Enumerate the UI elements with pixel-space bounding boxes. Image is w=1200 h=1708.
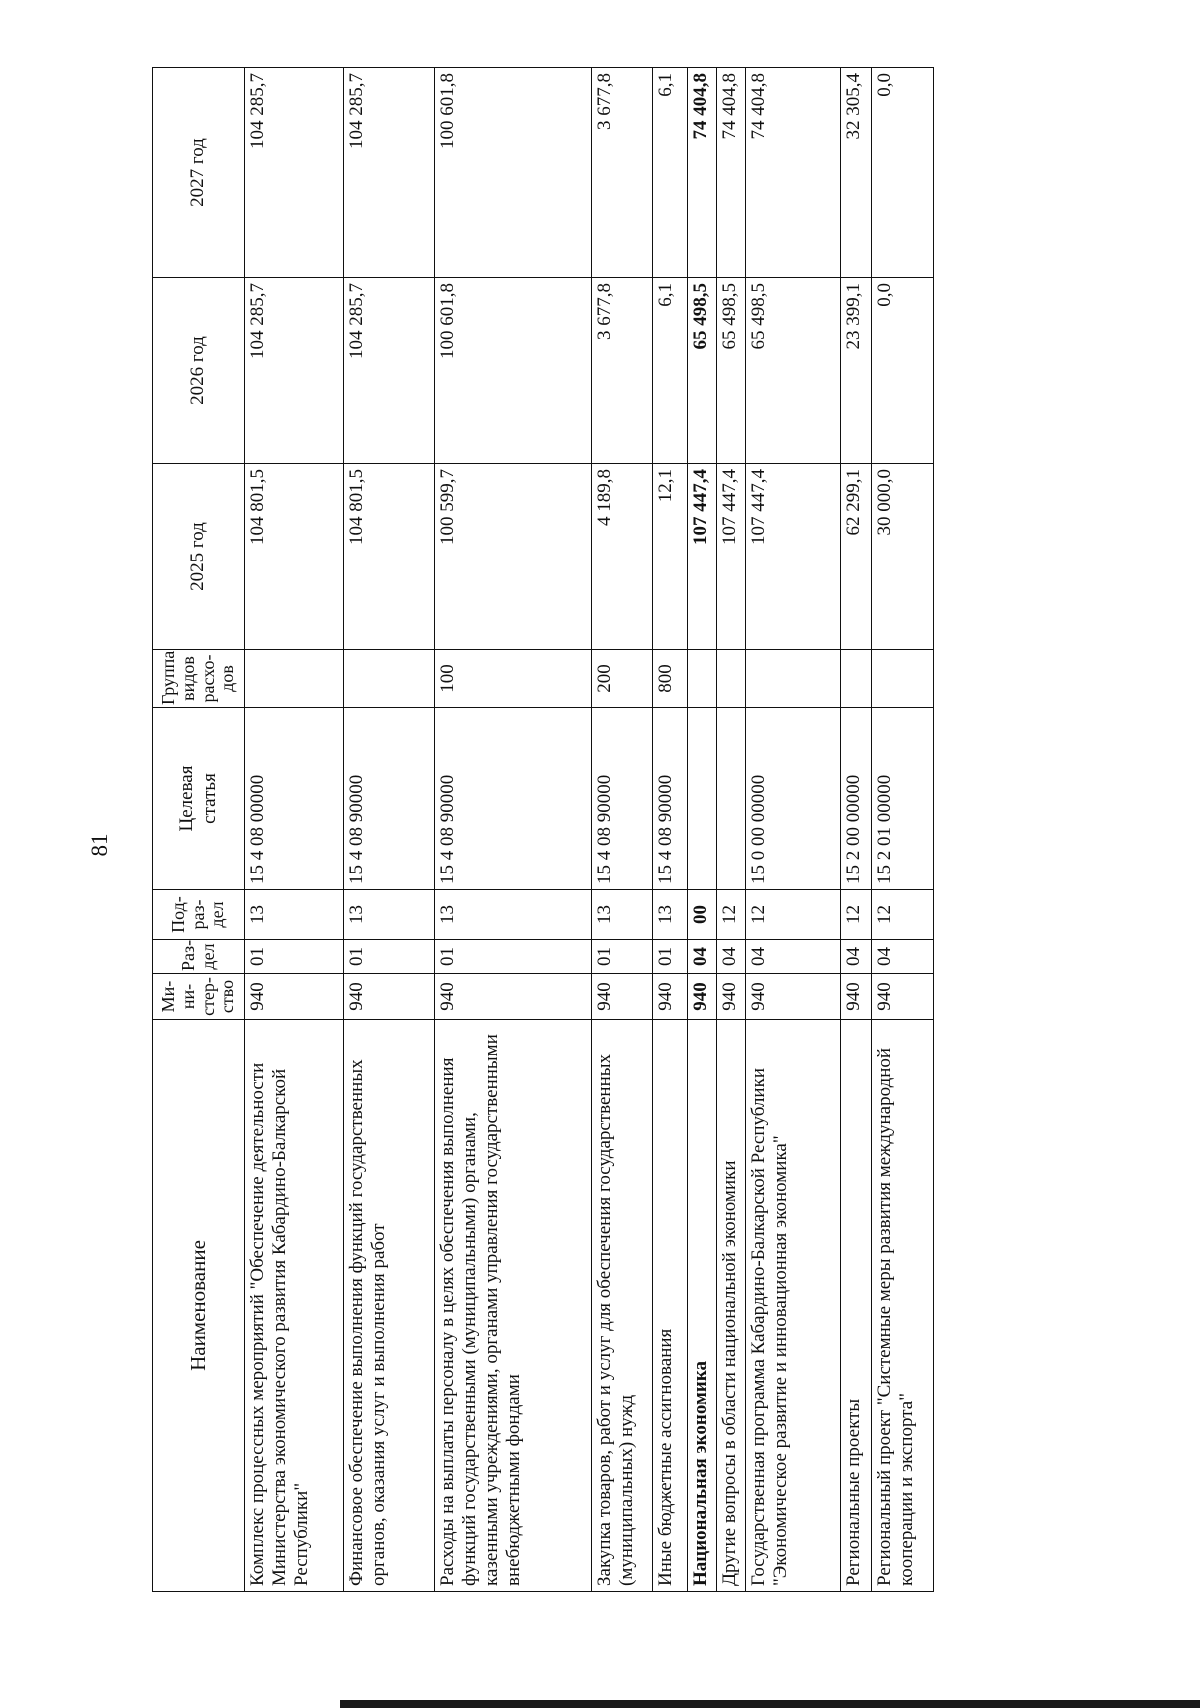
row-section: 01 (344, 940, 435, 974)
row-y2025: 100 599,7 (434, 464, 591, 650)
row-group (344, 650, 435, 708)
row-group (872, 650, 934, 708)
row-y2027: 32 305,4 (841, 68, 872, 278)
row-y2026: 65 498,5 (717, 278, 746, 464)
header-expense-group: Группа видов расхо- дов (153, 650, 245, 708)
row-subsection: 13 (434, 890, 591, 940)
row-subsection: 12 (746, 890, 841, 940)
row-target: 15 2 01 00000 (872, 708, 934, 890)
row-subsection: 13 (653, 890, 688, 940)
row-ministry: 940 (688, 974, 717, 1020)
row-group (746, 650, 841, 708)
row-subsection: 13 (245, 890, 344, 940)
row-name: Региональный проект "Системные меры развития международной кооперации и экспорта" (872, 1020, 934, 1592)
table-row (245, 68, 344, 1592)
row-section: 01 (653, 940, 688, 974)
row-section: 01 (591, 940, 653, 974)
row-y2025: 107 447,4 (688, 464, 717, 650)
row-target: 15 4 08 90000 (653, 708, 688, 890)
row-name: Национальная экономика (688, 1020, 717, 1592)
row-y2027: 74 404,8 (717, 68, 746, 278)
row-target: 15 0 00 00000 (746, 708, 841, 890)
row-y2025: 62 299,1 (841, 464, 872, 650)
row-y2026: 104 285,7 (245, 278, 344, 464)
row-group (245, 650, 344, 708)
row-name: Другие вопросы в области национальной экономики (717, 1020, 746, 1592)
row-y2026: 65 498,5 (688, 278, 717, 464)
row-target: 15 4 08 90000 (591, 708, 653, 890)
row-ministry: 940 (653, 974, 688, 1020)
row-y2027: 74 404,8 (688, 68, 717, 278)
row-subsection: 13 (344, 890, 435, 940)
table-row (434, 68, 591, 1592)
row-ministry: 940 (841, 974, 872, 1020)
row-subsection: 12 (872, 890, 934, 940)
row-subsection: 12 (717, 890, 746, 940)
row-name: Иные бюджетные ассигнования (653, 1020, 688, 1592)
row-y2026: 104 285,7 (344, 278, 435, 464)
row-group: 800 (653, 650, 688, 708)
table-row (591, 68, 653, 1592)
row-ministry: 940 (591, 974, 653, 1020)
row-y2027: 74 404,8 (746, 68, 841, 278)
row-section: 01 (245, 940, 344, 974)
row-ministry: 940 (717, 974, 746, 1020)
header-ministry: Ми- ни- стер- ство (153, 974, 245, 1020)
header-year-2025: 2025 год (153, 464, 245, 650)
scan-edge-bar (340, 1700, 1200, 1708)
row-y2025: 107 447,4 (717, 464, 746, 650)
row-subsection: 12 (841, 890, 872, 940)
header-year-2026: 2026 год (153, 278, 245, 464)
row-target: 15 2 00 00000 (841, 708, 872, 890)
row-name: Государственная программа Кабардино-Балкарской Республики "Экономическое развитие и инновационная экономика" (746, 1020, 841, 1592)
row-y2026: 3 677,8 (591, 278, 653, 464)
row-name: Финансовое обеспечение выполнения функций государственных органов, оказания услуг и выполнения работ (344, 1020, 435, 1592)
row-section: 01 (434, 940, 591, 974)
row-section: 04 (746, 940, 841, 974)
row-name: Комплекс процессных мероприятий "Обеспечение деятельности Министерства экономического развития Кабардино-Балкарской Республики" (245, 1020, 344, 1592)
header-name: Наименование (153, 1020, 245, 1592)
row-section: 04 (841, 940, 872, 974)
table-row (746, 68, 841, 1592)
header-year-2027: 2027 год (153, 68, 245, 278)
table-row (872, 68, 934, 1592)
row-subsection: 13 (591, 890, 653, 940)
row-y2027: 6,1 (653, 68, 688, 278)
table-row (841, 68, 872, 1592)
table-row (688, 68, 717, 1592)
row-section: 04 (872, 940, 934, 974)
budget-table (152, 67, 934, 1592)
row-y2025: 30 000,0 (872, 464, 934, 650)
row-name: Региональные проекты (841, 1020, 872, 1592)
row-y2026: 23 399,1 (841, 278, 872, 464)
row-name: Закупка товаров, работ и услуг для обеспечения государственных (муниципальных) нужд (591, 1020, 653, 1592)
row-y2025: 104 801,5 (344, 464, 435, 650)
row-group (841, 650, 872, 708)
row-group (717, 650, 746, 708)
row-ministry: 940 (746, 974, 841, 1020)
table-row (653, 68, 688, 1592)
row-section: 04 (717, 940, 746, 974)
row-y2026: 6,1 (653, 278, 688, 464)
header-subsection: Под- раз- дел (153, 890, 245, 940)
row-target: 15 4 08 90000 (434, 708, 591, 890)
row-group: 100 (434, 650, 591, 708)
row-y2025: 107 447,4 (746, 464, 841, 650)
row-group (688, 650, 717, 708)
rotated-table-container (152, 68, 934, 1592)
row-group: 200 (591, 650, 653, 708)
row-subsection: 00 (688, 890, 717, 940)
row-y2027: 100 601,8 (434, 68, 591, 278)
table-header-row (153, 68, 245, 1592)
row-y2025: 12,1 (653, 464, 688, 650)
row-y2026: 0,0 (872, 278, 934, 464)
header-target-article: Целевая статья (153, 708, 245, 890)
page-number: 81 (87, 833, 112, 857)
row-ministry: 940 (344, 974, 435, 1020)
row-y2027: 104 285,7 (344, 68, 435, 278)
row-y2025: 4 189,8 (591, 464, 653, 650)
row-target (688, 708, 717, 890)
row-y2026: 65 498,5 (746, 278, 841, 464)
table-row (344, 68, 435, 1592)
row-ministry: 940 (872, 974, 934, 1020)
row-y2027: 0,0 (872, 68, 934, 278)
row-ministry: 940 (434, 974, 591, 1020)
row-ministry: 940 (245, 974, 344, 1020)
header-section: Раз- дел (153, 940, 245, 974)
row-y2027: 104 285,7 (245, 68, 344, 278)
row-name: Расходы на выплаты персоналу в целях обеспечения выполнения функций государственными (муниципальными) органами, казенными учреждениями, органами управления государственными внебюджетными фондами (434, 1020, 591, 1592)
table-row (717, 68, 746, 1592)
row-section: 04 (688, 940, 717, 974)
row-target: 15 4 08 00000 (245, 708, 344, 890)
row-target (717, 708, 746, 890)
row-y2025: 104 801,5 (245, 464, 344, 650)
row-target: 15 4 08 90000 (344, 708, 435, 890)
row-y2026: 100 601,8 (434, 278, 591, 464)
row-y2027: 3 677,8 (591, 68, 653, 278)
